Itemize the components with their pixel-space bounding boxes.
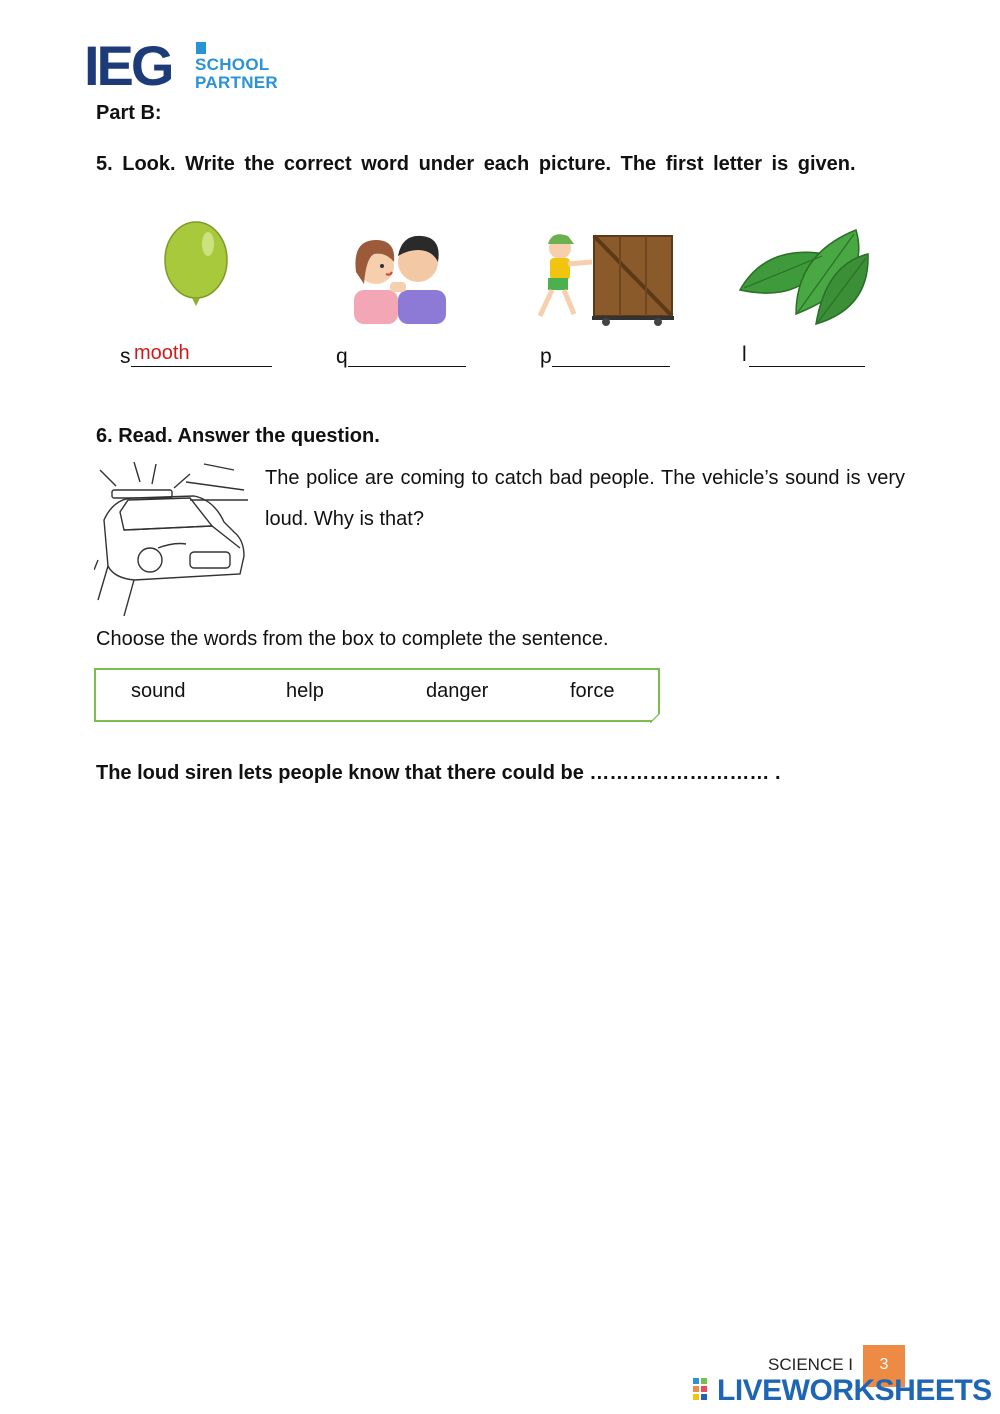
- first-letter-2: q: [336, 345, 348, 368]
- word-option-sound[interactable]: sound: [131, 680, 186, 702]
- word-option-danger[interactable]: danger: [426, 680, 489, 702]
- first-letter-3: p: [540, 345, 552, 368]
- children-whispering-image: [352, 232, 450, 324]
- word-option-help[interactable]: help: [286, 680, 324, 702]
- word-box-fold-icon: [650, 713, 660, 723]
- completion-sentence[interactable]: The loud siren lets people know that there could be ……………………… .: [96, 762, 781, 784]
- exercise5-instruction: 5. Look. Write the correct word under each picture. The first letter is given.: [96, 153, 856, 175]
- exercise6-instruction: Choose the words from the box to complete the sentence.: [96, 628, 609, 650]
- answer-line-3[interactable]: [552, 366, 670, 367]
- liveworksheets-logo-icon: [693, 1378, 715, 1402]
- word-option-force[interactable]: force: [570, 680, 615, 702]
- answer-text-1[interactable]: mooth: [134, 342, 190, 364]
- ieg-logo: IEG: [84, 34, 172, 97]
- answer-line-4[interactable]: [749, 366, 865, 367]
- logo-line-2: PARTNER: [195, 73, 279, 92]
- page-number: 3: [863, 1345, 905, 1387]
- logo-flag-icon: [196, 42, 206, 54]
- footer-subject: SCIENCE I: [768, 1355, 854, 1374]
- exercise6-title: 6. Read. Answer the question.: [96, 425, 380, 447]
- exercise6-passage: The police are coming to catch bad people. The vehicle’s sound is very loud. Why is that?: [265, 467, 905, 530]
- logo-line-1: SCHOOL: [195, 55, 270, 74]
- logo-subtitle: [195, 56, 278, 92]
- green-leaves-image: [736, 224, 872, 328]
- boy-pushing-box-image: [530, 226, 676, 328]
- answer-line-2[interactable]: [348, 366, 466, 367]
- liveworksheets-brand: LIVEWORKSHEETS: [717, 1374, 992, 1407]
- first-letter-1: s: [120, 345, 131, 368]
- first-letter-4: l: [742, 343, 747, 366]
- answer-line-1[interactable]: [131, 366, 272, 367]
- police-car-siren-image: [94, 460, 254, 620]
- part-title: Part B:: [96, 102, 162, 124]
- green-balloon-image: [160, 220, 232, 312]
